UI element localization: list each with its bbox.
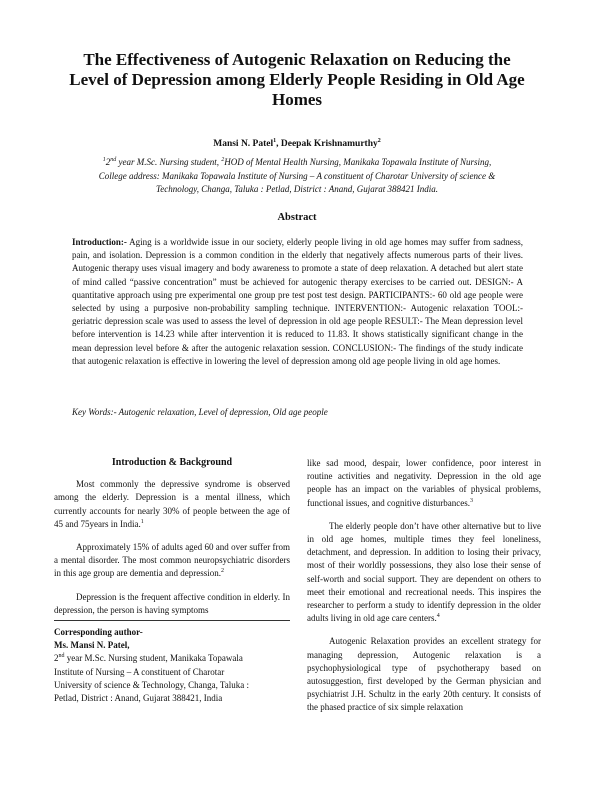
abstract-intro-label: Introduction:- bbox=[72, 237, 127, 247]
corr-ordinal: nd bbox=[58, 653, 65, 660]
footnote-divider bbox=[54, 620, 290, 621]
body-paragraph bbox=[307, 520, 541, 626]
affil-year: 2 bbox=[105, 157, 111, 167]
left-column bbox=[54, 456, 290, 627]
title-line-2: Level of Depression among Elderly People Residing in Old Age bbox=[69, 70, 525, 89]
corresponding-line-3: University of science & Technology, Changa, Taluka : bbox=[54, 679, 250, 690]
abstract-heading: Abstract bbox=[277, 212, 317, 223]
citation-mark: 2 bbox=[220, 568, 224, 575]
affil-ordinal: nd bbox=[110, 157, 117, 163]
affiliation-line-2: College address: Manikaka Topawala Institute of Nursing – A constituent of Charotar University of science & bbox=[98, 170, 496, 181]
citation-mark: 4 bbox=[436, 613, 440, 620]
paragraph-text: The elderly people don’t have other alternative but to live in old age homes, multiple times they feel loneliness, detachment, and depression. In addition to losing their privacy, most of their worldly possessions, they also lose their sense of self-worth and social support. They are dependent on others to meet their emotional and recreational needs. This inspires the researcher to perform a study to identify depression in the older adults living in old age care centers. bbox=[307, 520, 541, 624]
affil-mark-2: 2 bbox=[221, 157, 225, 163]
body-paragraph: Autogenic Relaxation provides an excellent strategy for managing depression, Autogenic relaxation is a psychophysiological type of psychotherapy based on autosuggestion, first developed by the German physician and psychiatrist J.H. Schultz in the early 20th century. It consists of the phased practice of six simple relaxation bbox=[307, 636, 541, 713]
corresponding-name: Ms. Mansi N. Patel, bbox=[54, 640, 130, 651]
author-list bbox=[40, 139, 554, 149]
abstract-body bbox=[72, 236, 523, 368]
corresponding-label: Corresponding author- bbox=[54, 627, 143, 637]
author-separator: , bbox=[276, 139, 281, 149]
paragraph-text: like sad mood, despair, lower confidence, poor interest in routine activities and negativity. Depression in the old age people has an impact on the variables of physical problems, functional issues, and cognitive disturbances. bbox=[307, 458, 541, 508]
affiliations bbox=[52, 156, 542, 197]
citation-mark: 3 bbox=[469, 497, 473, 504]
title-line-3: Homes bbox=[271, 90, 323, 109]
abstract-text: Aging is a worldwide issue in our society, elderly people living in old age homes may suffer from sadness, pain, and isolation. Depression is a common condition in the elderly that negatively affects numerous parts of their lives. Autogenic therapy uses visual imagery and body awareness to promote a state of deep relaxation. A detached but alert state of mind called “passive concentration” must be achieved for autogenic therapy exercises to be carried out. DESIGN:- A quantitative approach using pre experimental one group pre test post test design. PARTICIPANTS:- 60 old age people were selected by using a purposive non-probability sampling technique. INTERVENTION:- Autogenic relaxation TOOL:- geriatric depression scale was used to assess the level of depression in old age people RESULT:- The Mean depression level before intervention is 14.23 while after intervention it is reduced to 11.83. It shows statistically significant change in the mean depression level before & after the autogenic relaxation session. CONCLUSION:- The findings of the study indicate that autogenic relaxation is effective in lowering the level of depression among old age people living in old age homes. bbox=[72, 237, 523, 366]
affil-text-b: HOD of Mental Health Nursing, Manikaka Topawala Institute of Nursing, bbox=[224, 157, 492, 167]
body-paragraph bbox=[54, 541, 290, 581]
section-heading-introduction: Introduction & Background bbox=[111, 457, 233, 468]
corresponding-line-2: Institute of Nursing – A constituent of Charotar bbox=[54, 666, 225, 677]
paragraph-text: Approximately 15% of adults aged 60 and over suffer from a mental disorder. The most common neuropsychiatric disorders in this age group are dementia and depression. bbox=[54, 542, 290, 579]
corr-text: year M.Sc. Nursing student, Manikaka Topawala bbox=[64, 653, 243, 664]
affil-text-a: year M.Sc. Nursing student, bbox=[116, 157, 222, 167]
corresponding-author-note bbox=[54, 626, 290, 705]
affil-mark-1: 1 bbox=[102, 157, 106, 163]
author-2-name: Deepak Krishnamurthy bbox=[280, 139, 378, 149]
right-column bbox=[307, 457, 541, 725]
corresponding-line-1 bbox=[54, 652, 290, 665]
author-2-affil-mark: 2 bbox=[377, 137, 381, 144]
affiliation-line-1 bbox=[52, 156, 542, 170]
title-line-1: The Effectiveness of Autogenic Relaxation on Reducing the bbox=[83, 50, 511, 69]
affiliation-line-3: Technology, Changa, Taluka : Petlad, District : Anand, Gujarat 388421 India. bbox=[156, 184, 438, 194]
body-paragraph: Depression is the frequent affective condition in elderly. In depression, the person is having symptoms bbox=[54, 591, 290, 615]
body-paragraph bbox=[54, 478, 290, 531]
corr-year: 2 bbox=[54, 653, 59, 664]
paper-title bbox=[40, 50, 554, 110]
author-1-name: Mansi N. Patel bbox=[213, 139, 274, 149]
author-1-affil-mark: 1 bbox=[273, 137, 277, 144]
paragraph-text: Most commonly the depressive syndrome is observed among the elderly. Depression is a mental illness, which currently accounts for nearly 30% of people between the age of 45 and 75years in India. bbox=[54, 479, 290, 529]
body-paragraph bbox=[307, 457, 541, 510]
corresponding-line-4: Petlad, District : Anand, Gujarat 388421, India bbox=[54, 693, 223, 704]
citation-mark: 1 bbox=[140, 518, 144, 525]
keywords: Key Words:- Autogenic relaxation, Level of depression, Old age people bbox=[72, 407, 328, 417]
